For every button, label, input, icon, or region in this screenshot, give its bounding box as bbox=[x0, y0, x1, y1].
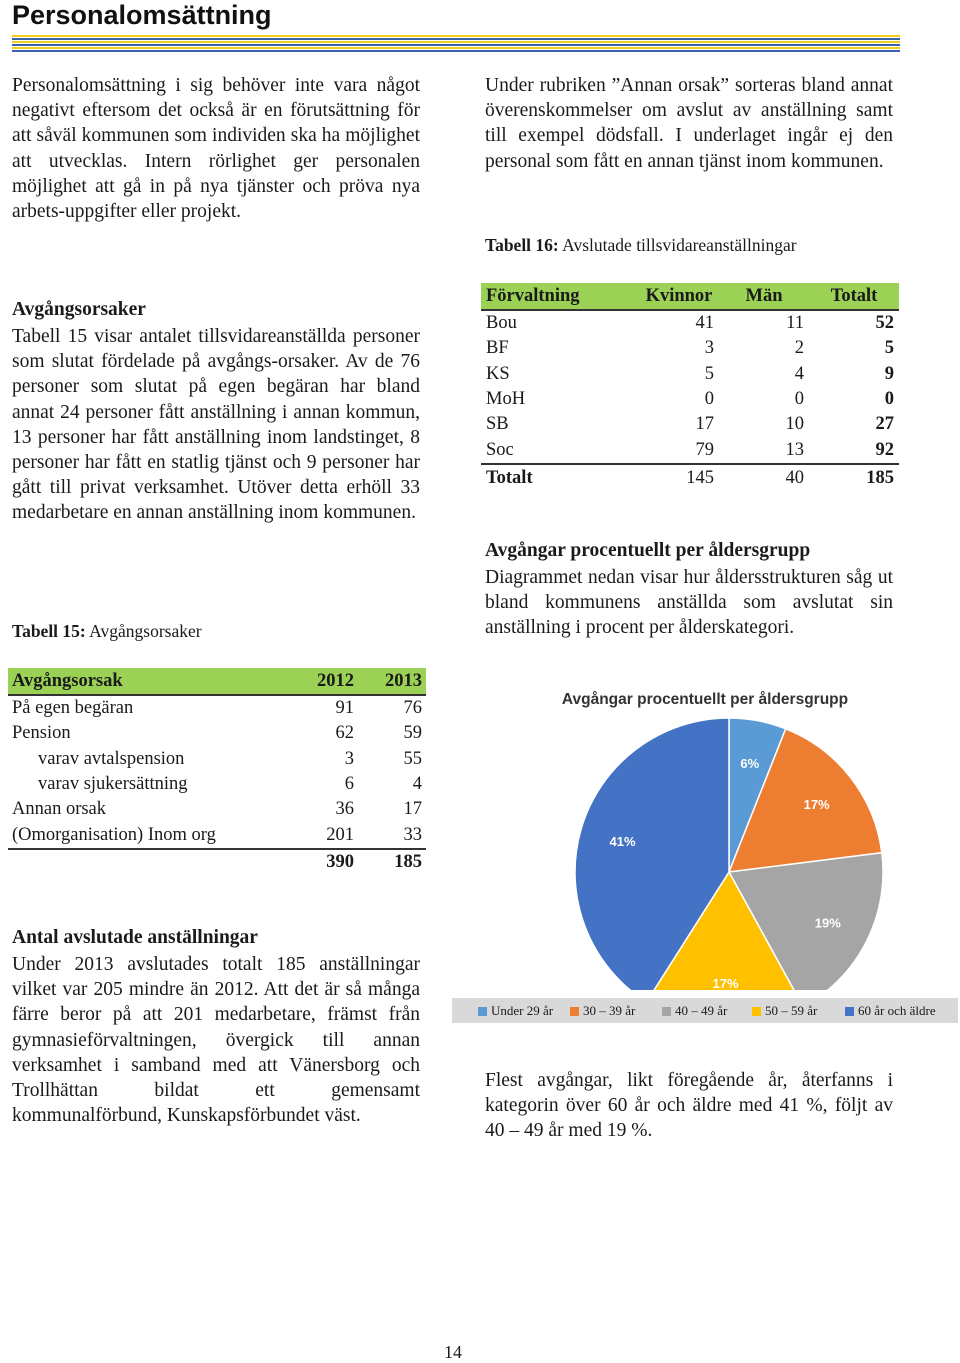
table-cell: 5 bbox=[704, 363, 714, 384]
table-cell: På egen begäran bbox=[12, 698, 134, 719]
table15-caption bbox=[12, 621, 202, 642]
table-row bbox=[481, 437, 899, 463]
legend-label: 30 – 39 år bbox=[583, 1003, 636, 1018]
table15-header-cell: 2012 bbox=[298, 668, 358, 695]
legend-swatch bbox=[845, 1007, 854, 1016]
table-row bbox=[481, 387, 899, 412]
table-cell: 76 bbox=[403, 698, 422, 719]
table-cell: 79 bbox=[695, 439, 714, 460]
table-row bbox=[481, 412, 899, 437]
legend-item bbox=[478, 1003, 553, 1019]
page-title: Personalomsättning bbox=[12, 0, 272, 30]
table-row bbox=[8, 747, 426, 772]
table-row bbox=[8, 822, 426, 848]
table-cell: SB bbox=[486, 414, 509, 435]
table15-caption-text: Avgångsorsaker bbox=[85, 621, 202, 641]
table16-header-cell: Totalt bbox=[809, 283, 899, 310]
table-row bbox=[481, 362, 899, 387]
table15-header-cell: Avgångsorsak bbox=[8, 668, 298, 695]
table-cell: 27 bbox=[875, 414, 894, 435]
table-row bbox=[481, 310, 899, 336]
table-cell: 59 bbox=[403, 723, 422, 744]
table-cell: 0 bbox=[794, 389, 804, 410]
table-cell: 4 bbox=[794, 363, 804, 384]
table-cell: 17 bbox=[695, 414, 714, 435]
table-cell: 13 bbox=[785, 439, 804, 460]
legend-swatch bbox=[478, 1007, 487, 1016]
intro-paragraph: Personalomsättning i sig behöver inte vara något negativt eftersom det också är en förutsättning för att såväl kommunen som individen ska ha möjlighet att utvecklas. Intern rörlighet ger personalen möjlighet att gå in på nya tjänster och pröva nya arbets-uppgifter eller projekt. bbox=[12, 75, 420, 223]
table-cell: MoH bbox=[486, 389, 526, 410]
pie-slice-label: 17% bbox=[712, 975, 739, 990]
legend-label: 50 – 59 år bbox=[765, 1003, 818, 1018]
table-row bbox=[8, 772, 426, 797]
pie-svg bbox=[452, 680, 958, 990]
legend-swatch bbox=[752, 1007, 761, 1016]
pie-slice-label: 17% bbox=[803, 797, 830, 813]
table16-total-row bbox=[481, 464, 899, 493]
table-cell: 145 bbox=[639, 464, 719, 493]
table16-header-row bbox=[481, 283, 899, 310]
legend-item bbox=[662, 1003, 727, 1019]
avgangsorsaker-paragraph: Tabell 15 visar antalet tillsvidareanställda personer som slutat fördelade på avgångs-orsaker. Av de 76 personer som slutat på egen begäran har bland annat 24 personer fått anställning i annan kommun, 13 personer har fått anställning inom landstinget, 8 personer har fått en statlig tjänst och 9 personer har gått till privat verksamhet. Utöver detta erhöll 33 medarbetare en annan anställning inom kommunen. bbox=[12, 326, 420, 524]
table16 bbox=[481, 283, 899, 493]
table16-header-cell: Kvinnor bbox=[639, 283, 719, 310]
table-cell: 3 bbox=[704, 338, 714, 359]
section-heading-avgangsorsaker: Avgångsorsaker bbox=[12, 299, 146, 320]
table-row bbox=[8, 721, 426, 746]
table-cell: 92 bbox=[875, 439, 894, 460]
table-cell: 5 bbox=[884, 338, 894, 359]
table15-total-row bbox=[8, 849, 426, 875]
table16-caption-text: Avslutade tillsvidareanställningar bbox=[558, 235, 797, 255]
closing-paragraph: Flest avgångar, likt föregående år, återfanns i kategorin över 60 år och äldre med 41 %, följt av 40 – 49 år med 19 %. bbox=[485, 1070, 893, 1142]
legend-item bbox=[752, 1003, 817, 1019]
section-heading-avslutade: Antal avslutade anställningar bbox=[12, 927, 258, 948]
section-heading-aldersgrupp: Avgångar procentuellt per åldersgrupp bbox=[485, 540, 811, 561]
table-row bbox=[481, 336, 899, 361]
table-cell: KS bbox=[486, 363, 510, 384]
table-cell: Totalt bbox=[481, 464, 639, 493]
table-cell: varav sjukersättning bbox=[38, 774, 188, 795]
age-pie-chart bbox=[452, 680, 958, 1025]
legend-label: 60 år och äldre bbox=[858, 1003, 936, 1018]
table-cell: Pension bbox=[12, 723, 71, 744]
table-cell: 62 bbox=[335, 723, 354, 744]
table-cell: 55 bbox=[403, 748, 422, 769]
table-cell: 201 bbox=[326, 824, 354, 845]
table15-caption-label: Tabell 15: bbox=[12, 621, 86, 641]
table-cell: 52 bbox=[875, 313, 894, 334]
table16-header-cell: Förvaltning bbox=[481, 283, 639, 310]
table-cell bbox=[8, 849, 298, 875]
table-cell: 2 bbox=[794, 338, 804, 359]
table-cell: 0 bbox=[704, 389, 714, 410]
table-cell: 11 bbox=[786, 313, 804, 334]
table-cell: 4 bbox=[412, 774, 422, 795]
table15 bbox=[8, 668, 426, 875]
table-cell: 17 bbox=[403, 799, 422, 820]
table-cell: 41 bbox=[695, 313, 714, 334]
chart-title: Avgångar procentuellt per åldersgrupp bbox=[561, 691, 849, 708]
legend-item bbox=[845, 1003, 936, 1019]
pie-slice-label: 19% bbox=[814, 915, 841, 931]
table-cell: Soc bbox=[486, 439, 514, 460]
table16-caption-label: Tabell 16: bbox=[485, 235, 559, 255]
table-cell: 10 bbox=[785, 414, 804, 435]
legend-item bbox=[570, 1003, 635, 1019]
aldersgrupp-paragraph: Diagrammet nedan visar hur åldersstrukturen såg ut bland kommunens anställda som avslutat sin anställning i procent per ålderskategori. bbox=[485, 567, 893, 639]
table-cell: BF bbox=[486, 338, 509, 359]
table-cell: 40 bbox=[719, 464, 809, 493]
pie-slice-label: 41% bbox=[609, 834, 636, 850]
page-number: 14 bbox=[444, 1342, 462, 1362]
avslutade-paragraph: Under 2013 avslutades totalt 185 anställningar vilket var 205 mindre än 2012. Att det är så många färre beror på att 201 medarbetare, främst från gymnasieförvaltningen, övergick till annan verksamhet i samband med att Vänersborg och Trollhättan bildat ett gemensamt kommunalförbund, Kunskapsförbundet väst. bbox=[12, 954, 420, 1127]
chart-legend bbox=[452, 998, 958, 1023]
table-cell: 36 bbox=[335, 799, 354, 820]
table-cell: (Omorganisation) Inom org bbox=[12, 824, 216, 845]
table16-header-cell: Män bbox=[719, 283, 809, 310]
pie-slice-label: 6% bbox=[740, 756, 760, 772]
table-cell: 91 bbox=[335, 698, 354, 719]
table15-header-row bbox=[8, 668, 426, 695]
table-row bbox=[8, 695, 426, 721]
table-cell: 6 bbox=[344, 774, 354, 795]
table-cell: 9 bbox=[884, 363, 894, 384]
legend-label: Under 29 år bbox=[491, 1003, 554, 1018]
table-cell: Annan orsak bbox=[12, 799, 107, 820]
table-cell: 185 bbox=[809, 464, 899, 493]
table-cell: 3 bbox=[344, 748, 354, 769]
table-cell: varav avtalspension bbox=[38, 748, 185, 769]
table-cell: 0 bbox=[884, 389, 894, 410]
table-cell: 185 bbox=[358, 849, 426, 875]
table-row bbox=[8, 797, 426, 822]
table16-caption bbox=[485, 235, 797, 256]
table15-header-cell: 2013 bbox=[358, 668, 426, 695]
annan-orsak-paragraph: Under rubriken ”Annan orsak” sorteras bland annat överenskommelser om avslut av anställning samt till exempel dödsfall. I underlaget ingår ej den personal som fått en annan tjänst inom kommunen. bbox=[485, 75, 893, 172]
table-cell: 33 bbox=[403, 824, 422, 845]
table-cell: 390 bbox=[298, 849, 358, 875]
legend-swatch bbox=[570, 1007, 579, 1016]
header-stripes bbox=[12, 35, 900, 53]
legend-label: 40 – 49 år bbox=[675, 1003, 728, 1018]
table-cell: Bou bbox=[486, 313, 517, 334]
legend-swatch bbox=[662, 1007, 671, 1016]
